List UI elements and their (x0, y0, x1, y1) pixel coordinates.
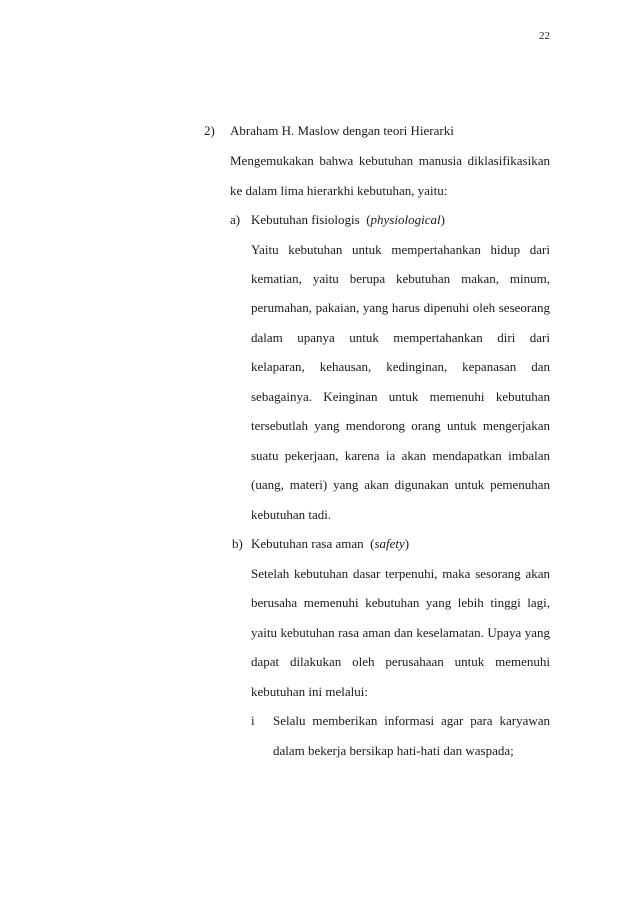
section-marker: 2) (204, 123, 215, 138)
item-b-term: safety (374, 536, 405, 551)
item-a-line: sebagainya. Keinginan untuk memenuhi kebutuhan (251, 389, 550, 404)
item-b-line: berusaha memenuhi kebutuhan yang lebih tinggi lagi, (251, 595, 550, 610)
sub-i-line: dalam bekerja bersikap hati-hati dan waspada; (273, 743, 514, 758)
item-a-line: kebutuhan tadi. (251, 507, 332, 522)
intro-line: Mengemukakan bahwa kebutuhan manusia diklasifikasikan (230, 153, 550, 168)
item-a-line: (uang, materi) yang akan digunakan untuk pemenuhan (251, 477, 550, 492)
item-b-marker: b) (232, 536, 243, 551)
sub-i-marker: i (251, 713, 255, 728)
item-a-line: kelaparan, kehausan, kedinginan, kepanasan dan (251, 359, 550, 374)
intro-line: ke dalam lima hierarkhi kebutuhan, yaitu: (230, 183, 448, 198)
item-a-line: kematian, yaitu berupa kebutuhan makan, minum, (251, 271, 550, 286)
item-a-line: suatu pekerjaan, karena ia akan mendapatkan imbalan (251, 448, 550, 463)
item-a-line: tersebutlah yang mendorong orang untuk mengerjakan (251, 418, 550, 433)
item-a-term: physiological (370, 212, 441, 227)
item-b-line: dapat dilakukan oleh perusahaan untuk memenuhi (251, 654, 550, 669)
item-b-title (251, 535, 409, 553)
page-number: 22 (539, 30, 550, 42)
item-a-line: Yaitu kebutuhan untuk mempertahankan hidup dari (251, 242, 550, 257)
item-a-marker: a) (230, 212, 241, 227)
item-a-title-text: Kebutuhan fisiologis (251, 212, 360, 227)
item-b-close: ) (404, 536, 410, 551)
item-a-title (251, 211, 445, 229)
sub-i-line: Selalu memberikan informasi agar para karyawan (273, 713, 550, 728)
item-a-open: ( (366, 212, 371, 227)
item-b-title-text: Kebutuhan rasa aman (251, 536, 364, 551)
item-b-line: kebutuhan ini melalui: (251, 684, 368, 699)
item-b-line: yaitu kebutuhan rasa aman dan keselamatan. Upaya yang (251, 625, 550, 640)
item-a-close: ) (440, 212, 445, 227)
section-heading: Abraham H. Maslow dengan teori Hierarki (230, 123, 454, 138)
item-b-line: Setelah kebutuhan dasar terpenuhi, maka sesorang akan (251, 566, 550, 581)
item-a-line: dalam upanya untuk mempertahankan diri dari (251, 330, 550, 345)
item-b-open: ( (370, 536, 375, 551)
item-a-line: perumahan, pakaian, yang harus dipenuhi oleh seseorang (251, 300, 550, 315)
